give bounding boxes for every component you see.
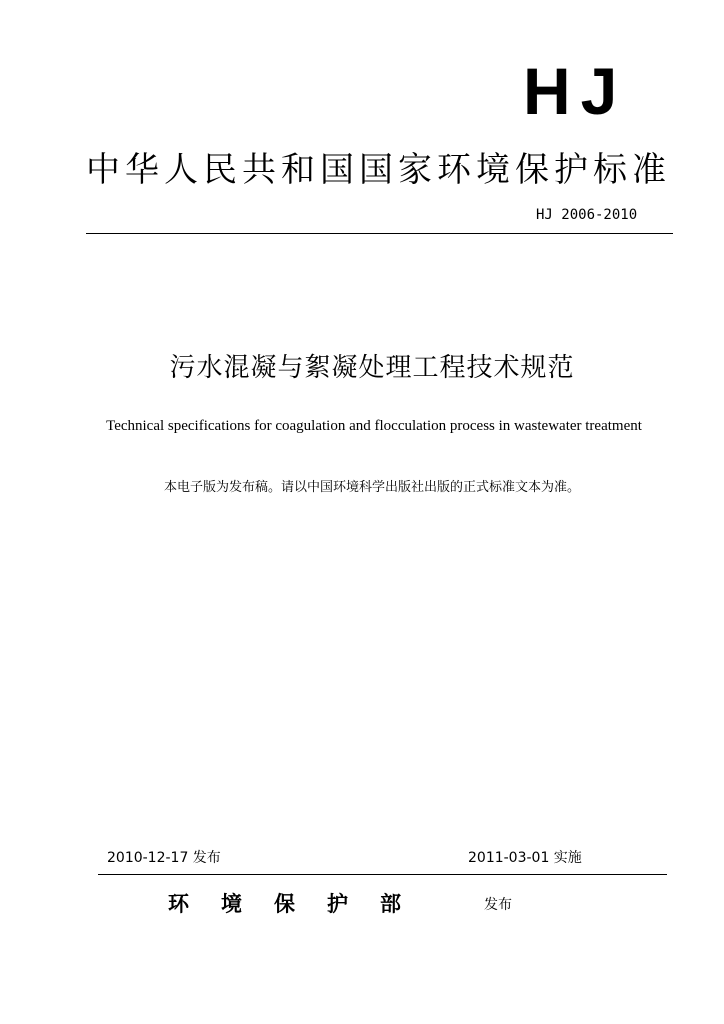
document-title-chinese: 污水混凝与絮凝处理工程技术规范	[169, 353, 575, 383]
publisher-suffix: 发布	[484, 897, 512, 913]
issue-date: 2010-12-17 发布	[107, 850, 221, 866]
effective-date: 2011-03-01 实施	[468, 850, 582, 866]
electronic-version-note: 本电子版为发布稿。请以中国环境科学出版社出版的正式标准文本为准。	[163, 480, 580, 495]
organization-title: 中华人民共和国国家环境保护标准	[86, 150, 671, 190]
standard-number: HJ 2006-2010	[536, 207, 638, 223]
hj-logo: HJ	[523, 54, 628, 128]
footer-divider	[98, 874, 667, 875]
document-title-english: Technical specifications for coagulation and flocculation process in wastewater treatment	[106, 418, 642, 434]
publisher-name: 环境保护部	[168, 891, 433, 916]
header-divider	[86, 233, 673, 234]
